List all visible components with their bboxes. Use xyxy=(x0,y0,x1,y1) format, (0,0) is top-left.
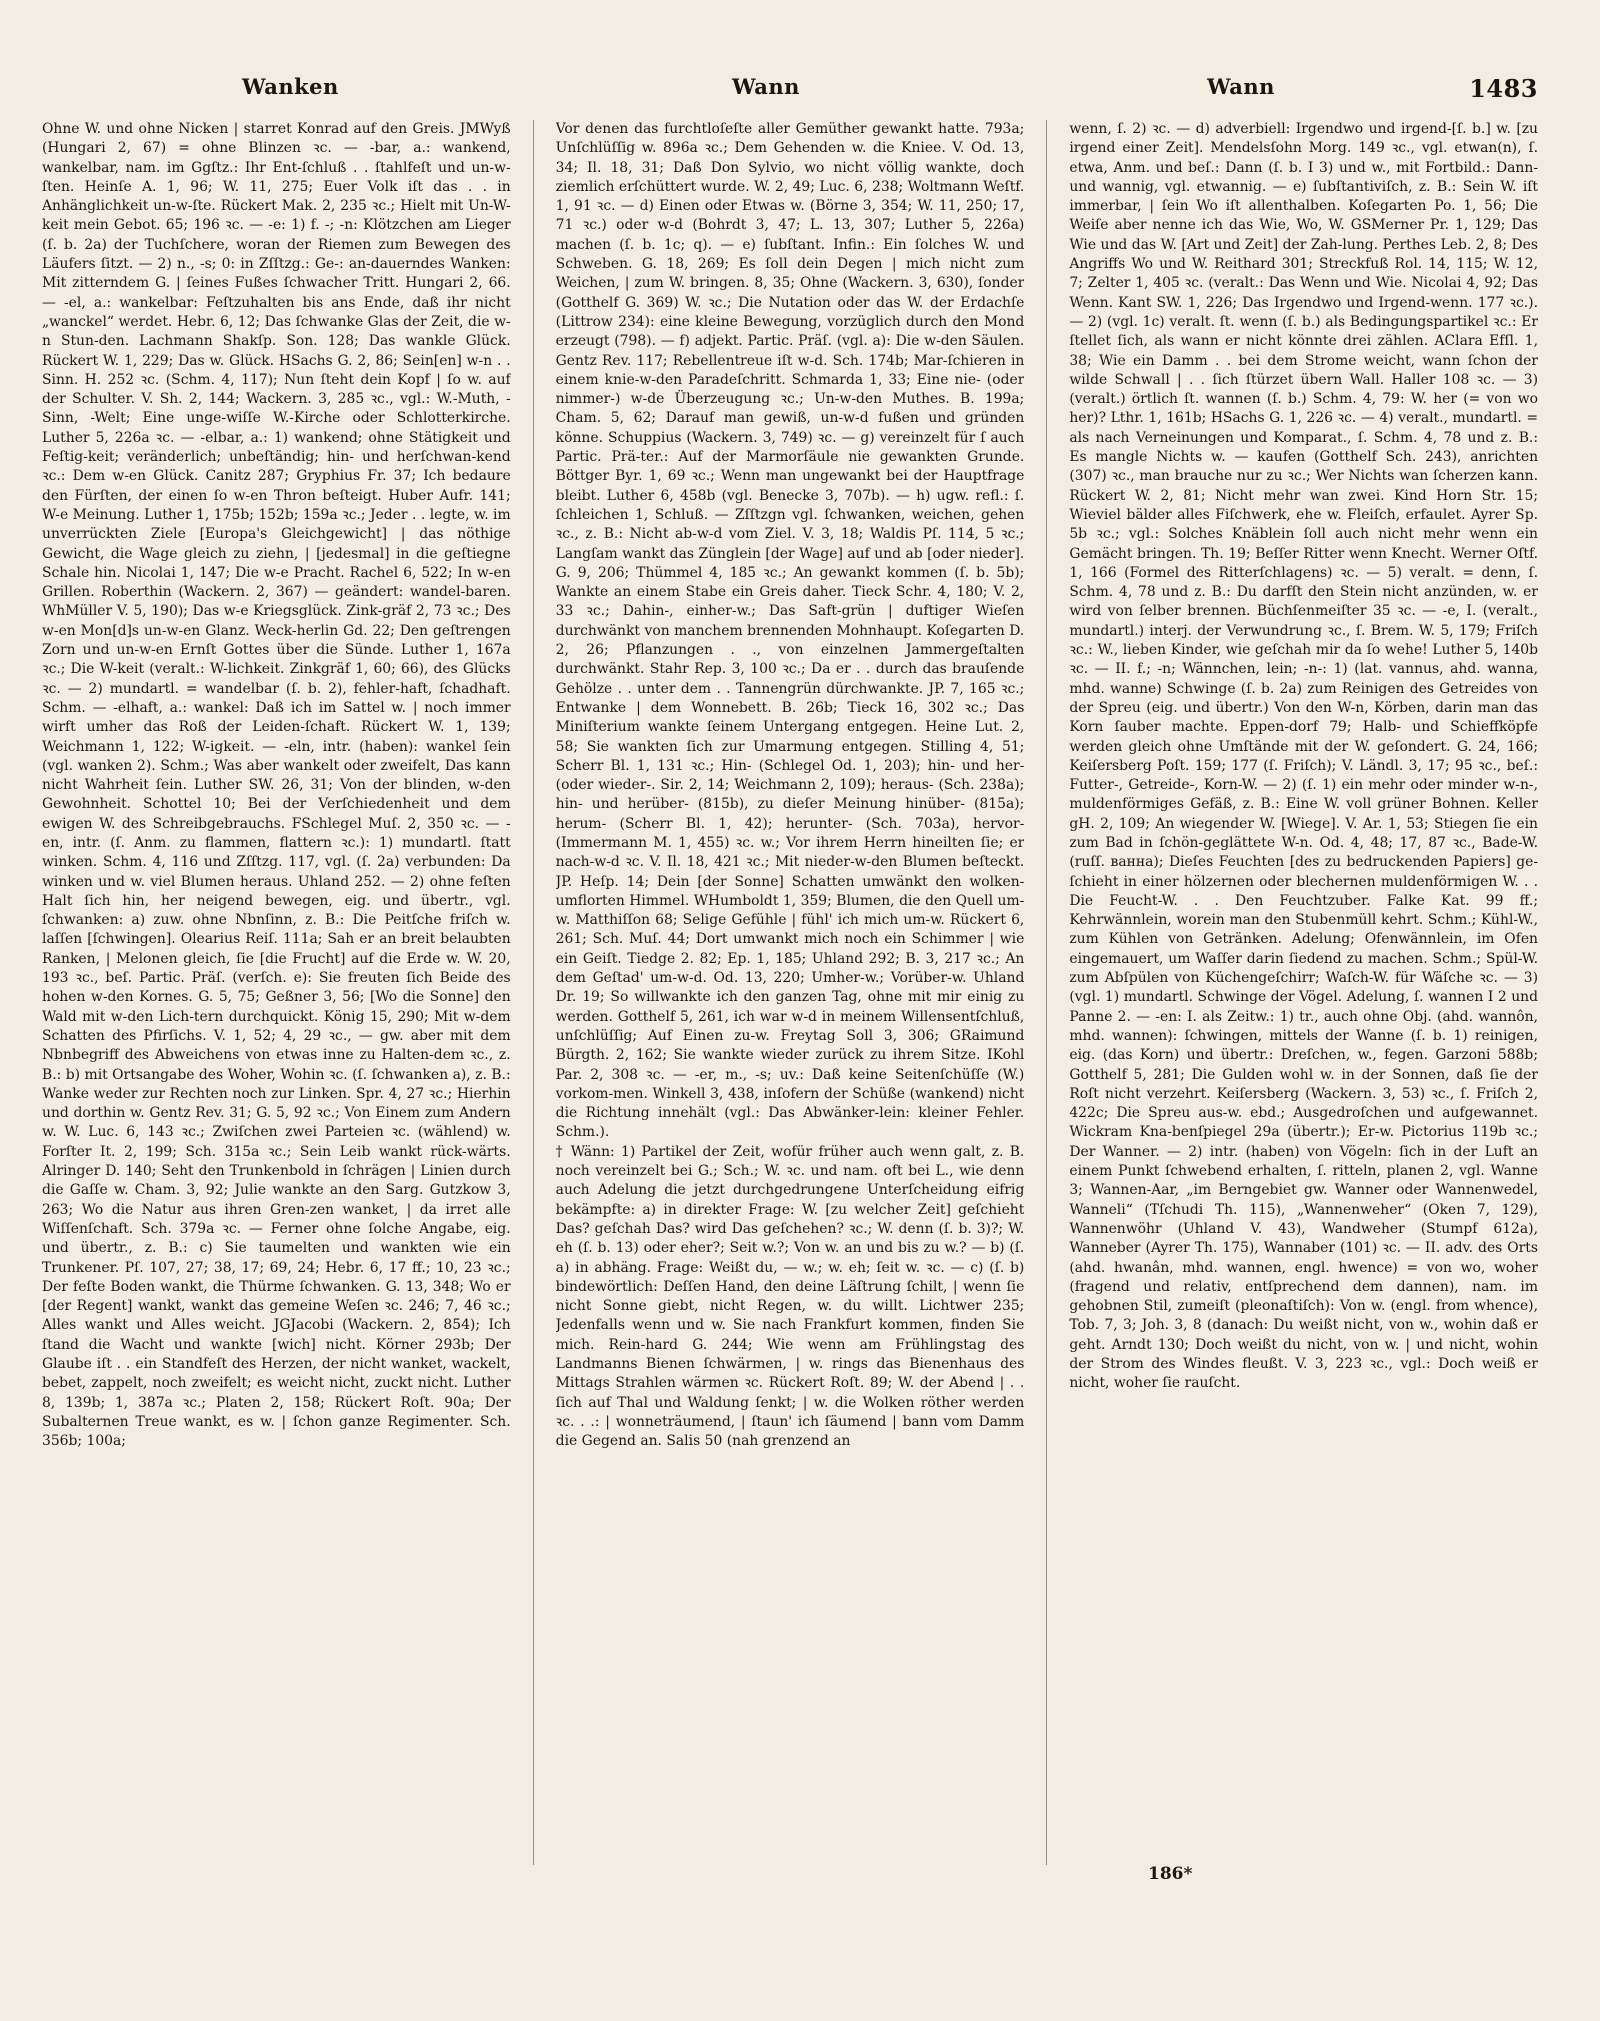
column-right xyxy=(1069,120,1538,1865)
column-middle-text: Vor denen das furchtloſeſte aller Gemüther gewankt hatte. 793a; Unſchlüſſig w. 896a ꝛc.; Dem Gehenden w. die Kniee. V. Od. 13, 34; Il. 18, 31; Daß Don Sylvio, wo nicht völlig wankte, doch ziemlich erſchüttert wurde. W. 2, 49; Luc. 6, 238; Woltmann Weſtf. 1, 91 ꝛc. — d) Einen oder Etwas w. (Börne 3, 354; W. 11, 250; 17, 71 ꝛc.) oder w-d (Bohrdt 3, 47; L. 13, 307; Luther 5, 226a) machen (ſ. b. 1c; q). — e) ſubſtant. Infin.: Ein ſolches W. und Schweben. G. 18, 269; Es ſoll dein Degen | mich nicht zum Weichen, | zum W. bringen. 8, 35; Ohne (Wackern. 3, 630), ſonder (Gotthelf G. 369) W. ꝛc.; Die Nutation oder das W. der Erdachſe (Littrow 234): eine kleine Bewegung, vorzüglich durch den Mond erzeugt (798). — f) adjekt. Partic. Präſ. (vgl. a): Die w-den Säulen. Gentz Rev. 117; Rebellentreue iſt w-d. Sch. 174b; Mar-ſchieren in einem knie-w-den Paradeſchritt. Schmarda 1, 33; Eine nie- (oder nimmer-) w-de Überzeugung ꝛc.; Un-w-den Muthes. B. 199a; Cham. 5, 62; Darauf man gewiß, un-w-d fußen und gründen könne. Schuppius (Wackern. 3, 749) ꝛc. — g) vereinzelt für ſ auch Partic. Prä-ter.: Auf der Marmorſäule nie gewankten Grunde. Böttger Byr. 1, 69 ꝛc.; Wenn man ungewankt bei der Hauptfrage bleibt. Luther 6, 458b (vgl. Benecke 3, 707b). — h) ugw. refl.: ſ. ſchleichen 1, Schluß. — Zſſtzgn vgl. ſchwanken, weichen, gehen ꝛc., z. B.: Nicht ab-w-d vom Ziel. V. 3, 18; Waldis Pſ. 114, 5 ꝛc.; Langſam wankt das Zünglein [der Wage] auf und ab [oder nieder]. G. 9, 206; Thümmel 4, 185 ꝛc.; An gewankt kommen (ſ. b. 5b); Wankte an einem Stabe ein Greis daher. Tieck Schr. 4, 180; V. 2, 33 ꝛc.; Dahin-, einher-w.; Das Saft-grün | duftiger Wieſen durchwänkt von manchem brennenden Mohnhaupt. Koſegarten D. 2, 26; Pflanzungen . ., von einzelnen Jammergeſtalten durchwänkt. Stahr Rep. 3, 100 ꝛc.; Da er . . durch das brauſende Gehölze . . unter dem . . Tannengrün dürchwankte. JP. 7, 165 ꝛc.; Entwanke | dem Wonnebett. B. 26b; Tieck 16, 302 ꝛc.; Das Miniſterium wankte ſeinem Untergang entgegen. Heine Lut. 2, 58; Sie wankten ſich zur Umarmung entgegen. Stilling 4, 51; Scherr Bl. 1, 131 ꝛc.; Hin- (Schlegel Od. 1, 203); hin- und her- (oder wieder-. Sir. 2, 14; Weichmann 2, 109); heraus- (Sch. 238a); hin- und herüber- (815b), zu dieſer Meinung hinüber- (815a); herum- (Scherr Bl. 1, 42); herunter- (Sch. 703a), hervor- (Immermann M. 1, 455) ꝛc. w.; Vor ihrem Herrn hineilten ſie; er nach-w-d ꝛc. V. Il. 18, 421 ꝛc.; Mit nieder-w-den Blumen beſteckt. JP. Heſp. 14; Dein [der Sonne] Schatten umwänkt den wolken-umflorten Himmel. WHumboldt 1, 359; Blumen, die den Quell um-w. Matthiſſon 68; Selige Gefühle | fühl' ich mich um-w. Rückert 6, 261; Sch. Muſ. 44; Dort umwankt mich noch ein Schimmer | wie ein Geiſt. Tiedge 2. 82; Ep. 1, 185; Uhland 292; B. 3, 217 ꝛc.; An dem Geſtad' um-w-d. Od. 13, 220; Umher-w.; Vorüber-w. Uhland Dr. 19; So willwankte ich den ganzen Tag, ohne mit mir einig zu werden. Gotthelf 5, 261, ich war w-d in meinem Willensentſchluß, unſchlüſſig; Auf Einen zu-w. Freytag Soll 3, 306; GRaimund Bürgth. 2, 162; Sie wankte wieder zurück zu ihrem Sitze. IKohl Par. 2, 308 ꝛc. — -er, m., -s; uv.: Daß keine Seitenſchüſſe (W.) vorkom-men. Winkell 3, 438, inſofern der Schüße (wankend) nicht die Richtung innehält (vgl.: Das Abwänker-lein: kleiner Fehler. Schm.). † Wänn: 1) Partikel der Zeit, wofür früher auch wenn galt, z. B. noch vereinzelt bei G.; Sch.; W. ꝛc. und nam. oft bei L., wie denn auch Adelung die jetzt durchgedrungene Unterſcheidung eifrig bekämpfte: a) in direkter Frage: W. [zu welcher Zeit] geſchieht Das? geſchah Das? wird Das geſchehen? ꝛc.; W. denn (ſ. b. 3)?; W. eh (ſ. b. 13) oder eher?; Seit w.?; Von w. an und bis zu w.? — b) (ſ. a) in abhäng. Frage: Weißt du, — w.; w. eh; ſeit w. ꝛc. — c) (ſ. b) bindewörtlich: Deſſen Hand, den deine Läſtrung ſchilt, | wenn ſie nicht Sonne giebt, nicht Regen, w. du willt. Lichtwer 235; Jedenfalls wenn und w. Sie nach Frankfurt kommen, finden Sie mich. Rein-hard G. 244; Wie wenn am Frühlingstag des Landmanns Bienen ſchwärmen, | w. rings das Bienenhaus des Mittags Strahlen wärmen ꝛc. Rückert Roſt. 89; W. der Abend | . . ſich auf Thal und Waldung ſenkt; | w. die Wolken röther werden ꝛc. . .: | wonneträumend, | ſtaun' ich ſäumend | bann vom Damm die Gegend an. Salis 50 (nah grenzend an xyxy=(555,121,1025,1450)
running-header xyxy=(42,74,1538,114)
column-right-text: wenn, ſ. 2) ꝛc. — d) adverbiell: Irgendwo und irgend-[ſ. b.] w. [zu irgend einer Zeit]. Mendelsſohn Morg. 149 ꝛc., vgl. etwan(n), ſ. etwa, Anm. und beſ.: Dann (ſ. b. I 3) und w., mit Fortbild.: Dann- und wannig, vgl. etwannig. — e) ſubſtantiviſch, z. B.: Sein W. iſt immerbar, | ſein Wo iſt allenthalben. Koſegarten Po. 1, 56; Die Weiſe aber nenne ich das Wie, Wo, W. GSMerner Pr. 1, 129; Das Wie und das W. [Art und Zeit] der Zah-lung. Perthes Leb. 2, 8; Des Angriffs Wo und W. Reithard 301; Streckfuß Rol. 14, 115; W. 12, 7; Zelter 1, 405 ꝛc. (veralt.: Das Wenn und Wie. Nicolai 4, 92; Das Wenn. Kant SW. 1, 226; Das Irgendwo und Irgend-wenn. 177 ꝛc.). — 2) (vgl. 1c) veralt. ſt. wenn (ſ. b.) als Bedingungspartikel ꝛc.: Er ſtellet ſich, als wann er nicht könnte drei zählen. AClara Efſl. 1, 38; Wie ein Damm . . bei dem Strome weicht, wann ſchon der wilde Schwall | . . ſich ſtürzet übern Wall. Haller 108 ꝛc. — 3) (veralt.) örtlich ſt. wannen (ſ. b.) Schm. 4, 79: W. her (= von wo her)? Lthr. 1, 161b; HSachs G. 1, 226 ꝛc. — 4) veralt., mundartl. = als nach Verneinungen und Komparat., ſ. Schm. 4, 78 und z. B.: Es mangle Nichts w. — kaufen (Gotthelf Sch. 243), anrichten (307) ꝛc., man brauche nur zu ꝛc.; Wer Nichts wan ſcherzen kann. Rückert W. 2, 81; Nicht mehr wan zwei. Kind Horn Str. 15; Wieviel bälder alles Fiſchwerk, ehe w. Fleiſch, erfaulet. Ayrer Sp. 5b ꝛc.; vgl.: Solches Knäblein ſoll auch nicht mehr wenn ein Gemächt bringen. Th. 19; Beſſer Ritter wenn Knecht. Werner Oſtf. 1, 166 (Formel des Ritterſchlagens) ꝛc. — 5) veralt. = denn, ſ. Schm. 4, 78 und z. B.: Du darfſt den Stein nicht anzünden, w. er wird von ſelber brennen. Büchſenmeiſter 35 ꝛc. — -e, I. (veralt., mundartl.) interj. der Verwundrung ꝛc., ſ. Brem. W. 5, 179; Friſch ꝛc.: W., lieben Kinder, wie geſchah mir da ſo wehe! Luther 5, 140b ꝛc. — II. f.; -n; Wännchen, lein; -n-: 1) (lat. vannus, ahd. wanna, mhd. wanne) Schwinge (ſ. b. 2a) zum Reinigen des Getreides von der Spreu (eig. und übertr.) Von den W-n, Körben, darin man das Korn ſauber machte. Eppen-dorf 79; Halb- und Schieffköpfe werden gleich ohne Umſtände mit der W. geſondert. G. 24, 166; Keiſersberg Poſt. 159; 177 (ſ. Friſch); V. Ländl. 3, 17; 95 ꝛc., beſ.: Futter-, Getreide-, Korn-W. — 2) (ſ. 1) ein mehr oder minder w-n-, muldenförmiges Gefäß, z. B.: Eine W. voll grüner Bohnen. Keller gH. 2, 109; An wiegender W. [Wiege]. V. Ar. 1, 53; Stiegen ſie ein zum Bad in ſchön-geglättete W-n. Od. 4, 48; 17, 87 ꝛc., Bade-W. (ruſſ. ванна); Dieſes Feuchten [des zu bedruckenden Papiers] ge-ſchieht in einer hölzernen oder blechernen muldenförmigen W. . . Die Feucht-W. . . Den Feuchtzuber. Falke Kat. 99 ff.; Kehrwännlein, worein man den Stubenmüll kehrt. Schm.; Kühl-W., zum Kühlen von Getränken. Adelung; Ofenwännlein, im Ofen eingemauert, um Waſſer darin ſiedend zu machen. Schm.; Spül-W. zum Abſpülen von Küchengeſchirr; Waſch-W. für Wäſche ꝛc. — 3) (vgl. 1) mundartl. Schwinge der Vögel. Adelung, ſ. wannen I 2 und Panne 2. — -en: I. als Zeitw.: 1) tr., auch ohne Obj. (ahd. wannôn, mhd. wannen): ſchwingen, mittels der Wanne (ſ. b. 1) reinigen, eig. (das Korn) und übertr.: Dreſchen, w., fegen. Garzoni 588b; Gotthelf 5, 281; Die Gulden wohl w. in der Sonnen, daß ſie der Roſt nicht verzehrt. Keiſersberg (Wackern. 3, 53) ꝛc., ſ. Friſch 2, 422c; Die Spreu aus-w. ebd.; Ausgedroſchen und aufgewannet. Wickram Kna-benſpiegel 29a (übertr.); Er-w. Pictorius 119b ꝛc.; Der Wanner. — 2) intr. (haben) von Vögeln: ſich in der Luft an einem Punkt ſchwebend erhalten, ſ. ritteln, planen 2, vgl. Wanne 3; Wannen-Aar, „im Berngebiet gw. Wanner oder Wannenwedel, Wanneli“ (Tſchudi Th. 115), „Wannenweher“ (Oken 7, 129), Wannenwöhr (Uhland V. 43), Wandweher (Stumpf 612a), Wanneber (Ayrer Th. 175), Wannaber (101) ꝛc. — II. adv. des Orts (ahd. hwanân, mhd. wannen, engl. hwence) = von wo, woher (fragend und relativ, entſprechend dem dannen), nam. im gehobnen Stil, zumeiſt (pleonaſtiſch): Von w. (engl. from whence), Tob. 7, 3; Joh. 3, 8 (danach: Du weißt nicht, von w., wohin daß er geht. Arndt 130; Doch weißt du nicht, von w. | und nicht, wohin der Strom des Windes fleußt. V. 3, 223 ꝛc., vgl.: Doch weiß er nicht, woher ſie rauſcht. xyxy=(1069,121,1539,1392)
page-number: 1483 xyxy=(1469,74,1538,103)
header-left-catchword: Wanken xyxy=(242,74,339,99)
header-center-catchword: Wann xyxy=(732,74,800,99)
header-right-catchword: Wann xyxy=(1207,74,1275,99)
column-left xyxy=(42,120,511,1865)
column-left-text: Ohne W. und ohne Nicken | starret Konrad auf den Greis. JMWyß (Hungari 2, 67) = ohne Blinzen ꝛc. — -bar, a.: wankend, wankelbar, nam. im Ggſtz.: Ihr Ent-ſchluß . . ſtahlfeſt und un-w-ſten. Heinſe A. 1, 96; W. 11, 275; Euer Volk iſt das . . in Anhänglichkeit un-w-ſte. Rückert Mak. 2, 235 ꝛc.; Hielt mit Un-W-keit mein Gebot. 65; 196 ꝛc. — -e: 1) f. -; -n: Klötzchen am Lieger (ſ. b. 2a) der Tuchſchere, woran der Riemen zum Bewegen des Läufers ſitzt. — 2) n., -s; 0: in Zſſtzg.: Ge-: an-dauerndes Wanken: Mit zitterndem G. | ſeines Fußes ſchwacher Tritt. Hungari 2, 66. — -el, a.: wankelbar: Feſtzuhalten bis ans Ende, daß ihr nicht „wanckel“ werdet. Hebr. 6, 12; Das ſchwanke Glas der Zeit, die w-n Stun-den. Lachmann Shakſp. Son. 128; Das wankle Glück. Rückert W. 1, 229; Das w. Glück. HSachs G. 2, 86; Sein[en] w-n . . Sinn. H. 252 ꝛc. (Schm. 4, 117); Nun ſteht dein Kopf | ſo w. auf der Schulter. V. Sh. 2, 144; Wackern. 3, 285 ꝛc., vgl.: W.-Muth, -Sinn, -Welt; Eine unge-wiſſe W.-Kirche oder Schlotterkirche. Luther 5, 226a ꝛc. — -elbar, a.: 1) wankend; ohne Stätigkeit und Feſtig-keit; veränderlich; unbeſtändig; hin- und herſchwan-kend ꝛc.: Dem w-en Glück. Canitz 287; Gryphius Fr. 37; Ich bedaure den Fürſten, der einen ſo w-en Thron beſteigt. Huber Aufr. 141; W-e Meinung. Luther 1, 175b; 152b; 159a ꝛc.; Jeder . . legte, w. im unverrückten Ziele [Europa's Gleichgewicht] | das nöthige Gewicht, die Wage gleich zu ziehn, | [jedesmal] in die geſtiegne Schale hin. Nicolai 1, 147; Die w-e Pracht. Rachel 6, 522; In w-en Grillen. Roberthin (Wackern. 2, 367) — geändert: wandel-baren. WhMüller V. 5, 190); Das w-e Kriegsglück. Zink-gräf 2, 73 ꝛc.; Des w-en Mon[d]s un-w-en Glanz. Weck-herlin Gd. 22; Den geſtrengen Zorn und un-w-en Ernſt Gottes über die Sünde. Luther 1, 167a ꝛc.; Die W-keit (veralt.: W-lichkeit. Zinkgräf 1, 60; 66), des Glücks ꝛc. — 2) mundartl. = wandelbar (ſ. b. 2), fehler-haft, ſchadhaft. Schm. — -elhaft, a.: wankel: Daß ich im Sattel w. | noch immer wirft umher das Roß der Leiden-ſchaft. Rückert W. 1, 139; Weichmann 1, 122; W-igkeit. — -eln, intr. (haben): wankel ſein (vgl. wanken 2). Schm.; Was aber wankelt oder zweifelt, Das kann nicht Wahrheit ſein. Luther SW. 26, 31; Von der blinden, w-den Gewohnheit. Schottel 10; Bei der Verſchiedenheit und dem ewigen W. des Schreibgebrauchs. FSchlegel Muſ. 2, 350 ꝛc. — -en, intr. (ſ. Anm. zu flammen, flattern ꝛc.): 1) mundartl. ſtatt winken. Schm. 4, 116 und Zſſtzg. 117, vgl. (ſ. 2a) verbunden: Da winken und w. viel Blumen heraus. Uhland 252. — 2) ohne feſten Halt ſich hin, her neigend bewegen, eig. und übertr., vgl. ſchwanken: a) zuw. ohne Nbnſinn, z. B.: Die Peitſche friſch w. laſſen [ſchwingen]. Olearius Reiſ. 111a; Sah er an breit belaubten Ranken, | Melonen gleich, ſie [die Frucht] auf die Erde w. W. 20, 193 ꝛc., beſ. Partic. Präſ. (verſch. e): Sie freuten ſich Beide des hohen w-den Kornes. G. 5, 75; Geßner 3, 56; [Wo die Sonne] den Wald mit w-den Lich-tern durchquickt. König 15, 290; Mit w-dem Schatten des Pfirſichs. V. 1, 52; 4, 29 ꝛc., — gw. aber mit dem Nbnbegriff des Abweichens von etwas inne zu Halten-dem ꝛc., z. B.: b) mit Ortsangabe des Woher, Wohin ꝛc. (ſ. ſchwanken a), z. B.: Wanke weder zur Rechten noch zur Linken. Spr. 4, 27 ꝛc.; Hierhin und dorthin w. Gentz Rev. 31; G. 5, 92 ꝛc.; Von Einem zum Andern w. W. Luc. 6, 143 ꝛc.; Zwiſchen zwei Parteien ꝛc. (wählend) w. Forſter It. 2, 199; Sch. 315a ꝛc.; Sein Leib wankt rück-wärts. Alringer D. 140; Seht den Trunkenbold in ſchrägen | Linien durch die Gaſſe w. Cham. 3, 92; Julie wankte an den Sarg. Gutzkow 3, 263; Wo die Natur aus ihren Gren-zen wanket, | da irret alle Wiſſenſchaft. Sch. 379a ꝛc. — Ferner ohne ſolche Angabe, eig. und übertr., z. B.: c) Sie taumelten und wankten wie ein Trunkener. Pſ. 107, 27; 38, 17; 69, 24; Hebr. 6, 17 ff.; 10, 23 ꝛc.; Der feſte Boden wankt, die Thürme ſchwanken. G. 13, 348; Wo er [der Regent] wankt, wankt das gemeine Weſen ꝛc. 246; 7, 46 ꝛc.; Alles wankt und Alles weicht. JGJacobi (Wackern. 2, 854); Ich ſtand die Wacht und wankte [wich] nicht. Körner 293b; Der Glaube iſt . . ein Standfeſt des Herzen, der nicht wanket, wackelt, bebet, zappelt, noch zweifelt; es weicht nicht, zuckt nicht. Luther 8, 139b; 1, 387a ꝛc.; Platen 2, 158; Rückert Roſt. 90a; Der Subalternen Treue wankt, es w. | ſchon ganze Regimenter. Sch. 356b; 100a; xyxy=(42,121,511,1450)
column-middle xyxy=(556,120,1025,1865)
column-rule-1 xyxy=(533,120,534,1865)
text-columns xyxy=(42,120,1538,1865)
signature-folio: 186* xyxy=(1148,1864,1193,1884)
column-rule-2 xyxy=(1046,120,1047,1865)
